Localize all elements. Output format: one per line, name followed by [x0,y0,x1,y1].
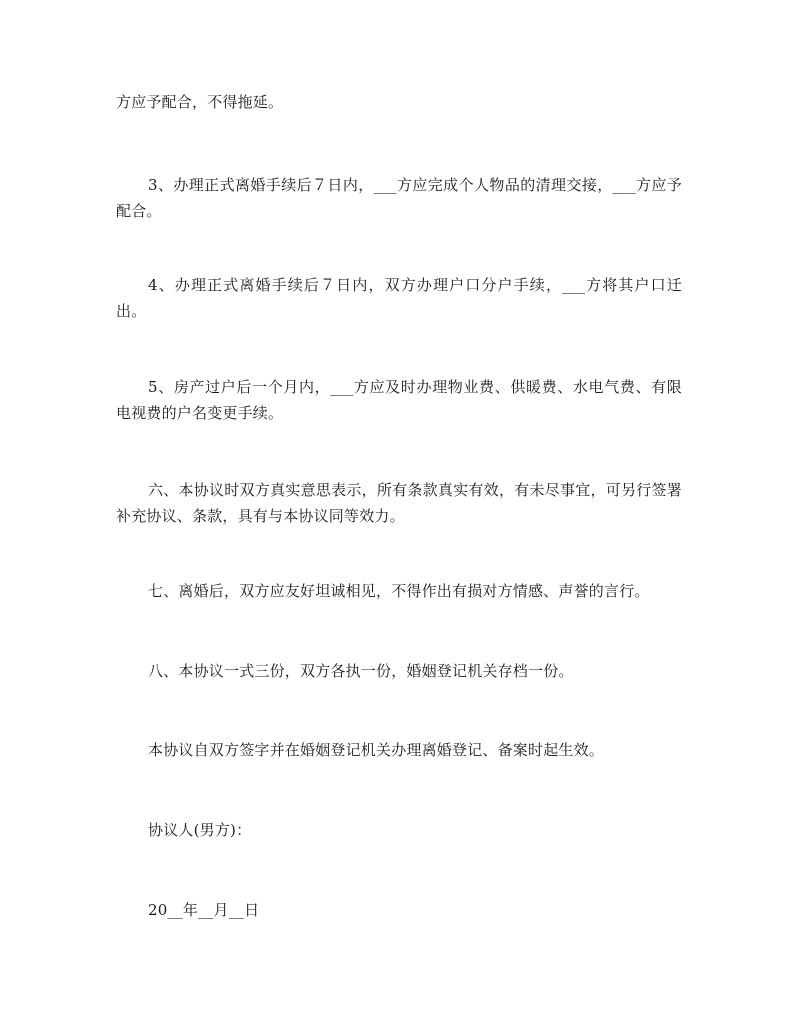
paragraph-article-7: 七、离婚后，双方应友好坦诚相见，不得作出有损对方情感、声誉的言行。 [148,582,650,600]
date-line: 20__年__月__日 [148,901,260,919]
paragraph-clause-4: 4、办理正式离婚手续后７日内，双方办理户口分户手续，___方将其户口迁出。 [116,276,682,320]
paragraph-clause-5: 5、房产过户后一个月内，___方应及时办理物业费、供暖费、水电气费、有限电视费的户名变更手续。 [116,378,682,422]
paragraph-clause-3: 3、办理正式离婚手续后７日内，___方应完成个人物品的清理交接，___方应予配合。 [116,176,682,220]
paragraph-effective: 本协议自双方签字并在婚姻登记机关办理离婚登记、备案时起生效。 [148,741,605,759]
paragraph-article-6: 六、本协议时双方真实意思表示，所有条款真实有效，有未尽事宜，可另行签署补充协议、条款，具有与本协议同等效力。 [116,481,682,525]
paragraph-article-8: 八、本协议一式三份，双方各执一份，婚姻登记机关存档一份。 [148,662,574,680]
paragraph-continuation: 方应予配合，不得拖延。 [116,93,284,111]
signatory-label: 协议人(男方)： [148,821,252,839]
